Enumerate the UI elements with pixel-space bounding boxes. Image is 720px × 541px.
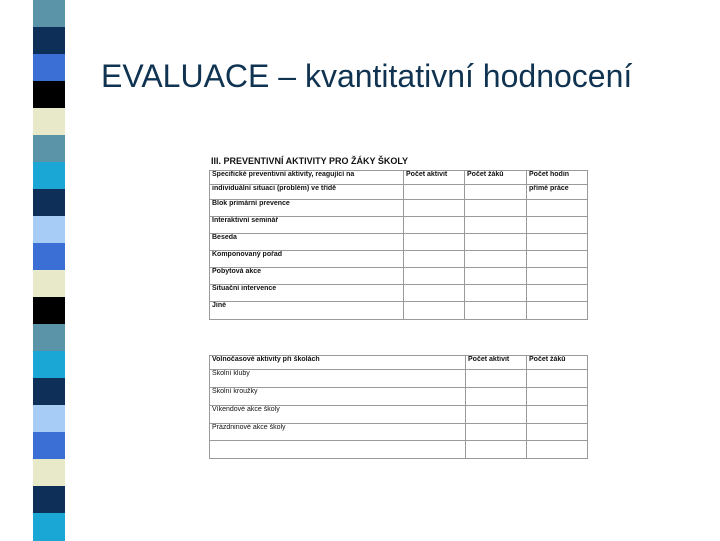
stripe-block	[33, 513, 65, 541]
leisure-activities-table	[209, 355, 588, 459]
table-row-label: Školní kroužky	[210, 388, 466, 406]
stripe-block	[33, 432, 65, 460]
header-student-count: Počet žáků	[465, 171, 527, 185]
stripe-block	[33, 486, 65, 514]
stripe-block	[33, 216, 65, 244]
header-student-count: Počet žáků	[527, 356, 588, 370]
stripe-block	[33, 108, 65, 136]
header-activity-count: Počet aktivit	[404, 171, 465, 185]
decorative-stripe	[33, 0, 65, 540]
table-row-label: Víkendové akce školy	[210, 406, 466, 424]
stripe-block	[33, 324, 65, 352]
stripe-block	[33, 351, 65, 379]
stripe-block	[33, 297, 65, 325]
header-hours-line2: přímé práce	[527, 185, 588, 200]
table-row-label: Beseda	[210, 234, 404, 251]
header-activity-count: Počet aktivit	[466, 356, 527, 370]
table-row-label: Jiné	[210, 302, 404, 320]
header-specific-activities-line1: Specifické preventivní aktivity, reagující na	[210, 171, 404, 185]
table-row-label: Prázdninové akce školy	[210, 424, 466, 441]
stripe-block	[33, 135, 65, 163]
table-row-label: Interaktivní seminář	[210, 217, 404, 234]
stripe-block	[33, 54, 65, 82]
table-row-label: Pobytová akce	[210, 268, 404, 285]
table-row-label: Situační intervence	[210, 285, 404, 302]
stripe-block	[33, 378, 65, 406]
table1-title: III. PREVENTIVNÍ AKTIVITY PRO ŽÁKY ŠKOLY	[211, 156, 409, 166]
stripe-block	[33, 189, 65, 217]
stripe-block	[33, 243, 65, 271]
table-row-label: Komponovaný pořad	[210, 251, 404, 268]
slide-title: EVALUACE – kvantitativní hodnocení	[101, 58, 633, 94]
header-specific-activities-line2: individuální situaci (problém) ve třídě	[210, 185, 404, 200]
table-row-label: Školní kluby	[210, 370, 466, 388]
stripe-block	[33, 81, 65, 109]
table-row-label: Blok primární prevence	[210, 200, 404, 217]
stripe-block	[33, 27, 65, 55]
header-hours-line1: Počet hodin	[527, 171, 588, 185]
stripe-block	[33, 162, 65, 190]
stripe-block	[33, 405, 65, 433]
stripe-block	[33, 270, 65, 298]
stripe-block	[33, 0, 65, 28]
header-leisure-activities: Volnočasové aktivity při školách	[210, 356, 466, 370]
stripe-block	[33, 459, 65, 487]
preventive-activities-table	[209, 170, 588, 320]
